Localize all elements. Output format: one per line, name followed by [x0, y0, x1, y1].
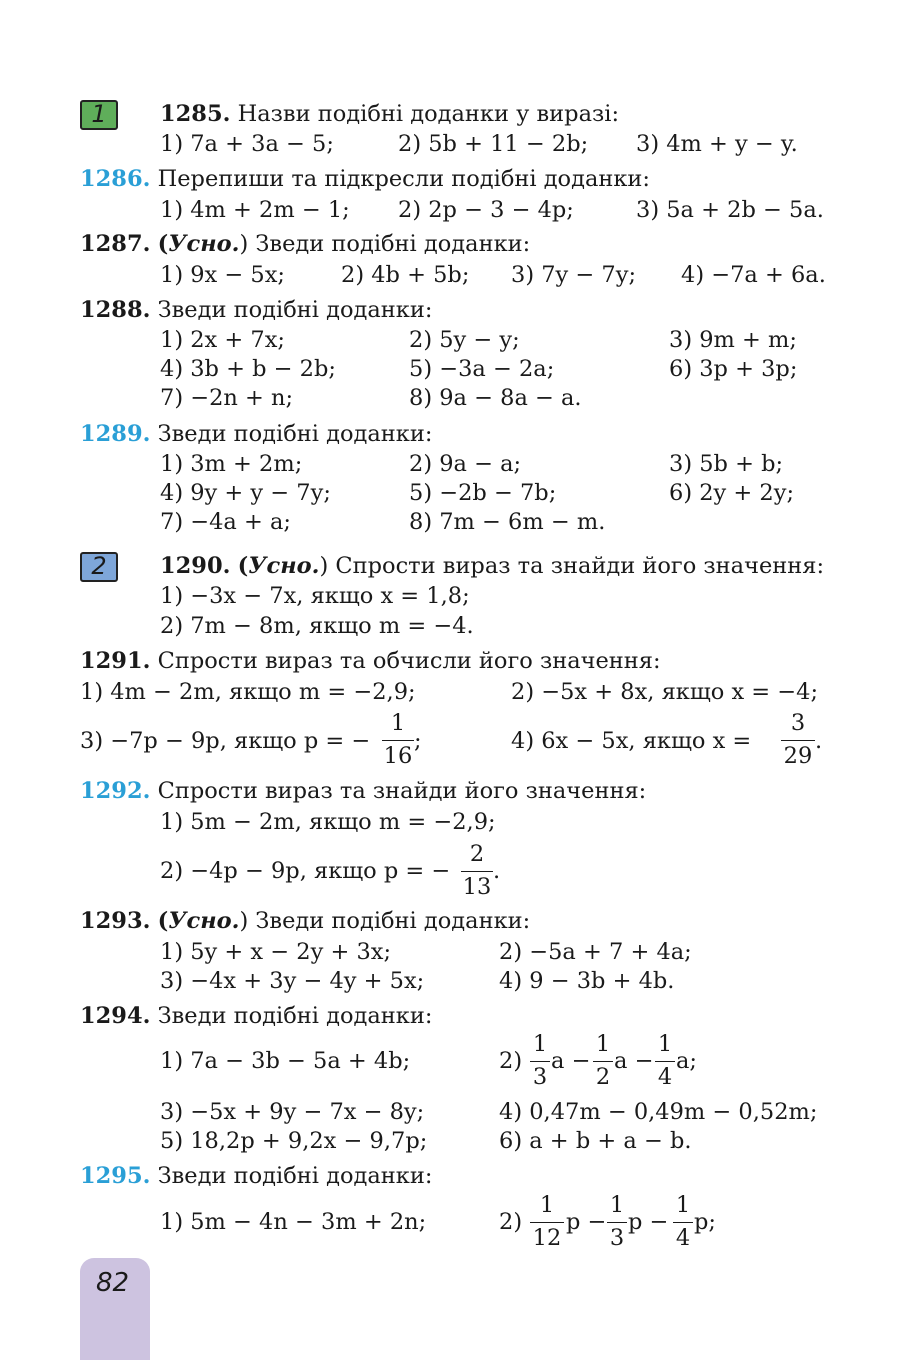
exercise-title: Спрости вираз та знайди його значення: [157, 778, 647, 804]
paren: ( [237, 553, 249, 579]
fraction-bar [781, 740, 815, 741]
item: 1) −3x − 7x, якщо x = 1,8; [160, 583, 470, 609]
punct: . [815, 728, 823, 754]
term-suffix: a − [614, 1048, 654, 1074]
exercise-title: Перепиши та підкресли подібні доданки: [157, 166, 651, 192]
fraction-bar [382, 740, 414, 741]
term-suffix: p − [566, 1209, 607, 1235]
punct: ; [414, 728, 422, 754]
fraction [593, 1033, 613, 1088]
numerator: 1 [532, 1031, 548, 1057]
exercise-1291 [80, 650, 661, 673]
item: 4) 9 − 3b + 4b. [499, 968, 675, 994]
denominator: 29 [783, 742, 813, 769]
exercise-number: 1285. [160, 101, 231, 127]
exercise-number: 1294. [80, 1003, 151, 1029]
item: 2) 2p − 3 − 4p; [398, 197, 574, 223]
item: 1) 3m + 2m; [160, 451, 303, 477]
exercise-title: Зведи подібні доданки: [157, 1003, 433, 1029]
fraction-bar [461, 871, 493, 872]
item: 3) 5a + 2b − 5a. [636, 197, 824, 223]
fraction-bar [607, 1222, 627, 1223]
exercise-1286 [80, 168, 650, 191]
item: 1) 5m − 4n − 3m + 2n; [160, 1209, 427, 1235]
fraction-bar [530, 1061, 550, 1062]
item: 5) −3a − 2a; [409, 356, 555, 382]
item: 4) 6x − 5x, якщо x = [511, 728, 752, 754]
item: 2) 4b + 5b; [341, 262, 470, 288]
fraction [673, 1194, 693, 1249]
exercise-title: ) Зведи подібні доданки: [239, 231, 531, 257]
item: 6) 3p + 3p; [669, 356, 798, 382]
item: 4) 0,47m − 0,49m − 0,52m; [499, 1099, 818, 1125]
exercise-1292 [80, 780, 646, 803]
exercise-1289 [80, 423, 432, 446]
item: 6) a + b + a − b. [499, 1128, 692, 1154]
item: 2) −5x + 8x, якщо x = −4; [511, 679, 819, 705]
punct: . [493, 858, 501, 884]
exercise-1294 [80, 1005, 432, 1028]
exercise-1287 [80, 233, 530, 256]
denominator: 2 [595, 1063, 611, 1090]
item: 1) 7a − 3b − 5a + 4b; [160, 1048, 411, 1074]
item: 3) −4x + 3y − 4y + 5x; [160, 968, 425, 994]
fraction [382, 712, 414, 767]
denominator: 4 [657, 1063, 673, 1090]
term-suffix: p; [694, 1209, 716, 1235]
fraction-bar [673, 1222, 693, 1223]
exercise-title: Зведи подібні доданки: [157, 297, 433, 323]
numerator: 1 [657, 1031, 673, 1057]
exercise-number: 1293. [80, 908, 151, 934]
item: 1) 4m + 2m − 1; [160, 197, 350, 223]
exercise-title: ) Зведи подібні доданки: [239, 908, 531, 934]
item: 2) 9a − a; [409, 451, 522, 477]
item: 2) 7m − 8m, якщо m = −4. [160, 613, 474, 639]
item: 2) −4p − 9p, якщо p = − [160, 858, 451, 884]
item: 3) 7y − 7y; [511, 262, 637, 288]
fraction-bar [655, 1061, 675, 1062]
item: 2) [499, 1048, 523, 1074]
item: 2) 5b + 11 − 2b; [398, 131, 589, 157]
denominator: 3 [609, 1224, 625, 1251]
exercise-number: 1287. [80, 231, 151, 257]
exercise-title: Назви подібні доданки у виразі: [237, 101, 620, 127]
denominator: 3 [532, 1063, 548, 1090]
numerator: 1 [595, 1031, 611, 1057]
item: 1) 5y + x − 2y + 3x; [160, 939, 392, 965]
denominator: 4 [675, 1224, 691, 1251]
denominator: 16 [383, 742, 413, 769]
exercise-title: Спрости вираз та обчисли його значення: [157, 648, 661, 674]
exercise-number: 1289. [80, 421, 151, 447]
item: 2) −5a + 7 + 4a; [499, 939, 692, 965]
item: 3) 9m + m; [669, 327, 797, 353]
item: 2) 5y − y; [409, 327, 520, 353]
item: 1) 9x − 5x; [160, 262, 285, 288]
denominator: 13 [462, 873, 492, 900]
exercise-number: 1291. [80, 648, 151, 674]
exercise-number: 1288. [80, 297, 151, 323]
numerator: 2 [469, 841, 485, 867]
item: 6) 2y + 2y; [669, 480, 795, 506]
exercise-1288 [80, 299, 432, 322]
paren: ( [157, 908, 169, 934]
term-suffix: a − [551, 1048, 591, 1074]
item: 3) −7p − 9p, якщо p = − [80, 728, 371, 754]
page-number: 82 [96, 1268, 130, 1298]
oral-label: Усно. [168, 908, 240, 934]
oral-label: Усно. [248, 553, 320, 579]
term-suffix: p − [628, 1209, 669, 1235]
item: 1) 5m − 2m, якщо m = −2,9; [160, 809, 496, 835]
numerator: 1 [609, 1192, 625, 1218]
exercise-title: Зведи подібні доданки: [157, 1163, 433, 1189]
exercise-number: 1286. [80, 166, 151, 192]
fraction [461, 843, 493, 898]
fraction [530, 1194, 564, 1249]
numerator: 1 [390, 710, 406, 736]
item: 4) 9y + y − 7y; [160, 480, 331, 506]
item: 7) −2n + n; [160, 385, 294, 411]
paren: ( [157, 231, 169, 257]
level-2-badge: 2 [80, 552, 118, 582]
exercise-title: Зведи подібні доданки: [157, 421, 433, 447]
fraction [607, 1194, 627, 1249]
item: 1) 7a + 3a − 5; [160, 131, 334, 157]
exercise-1295 [80, 1165, 432, 1188]
item: 1) 4m − 2m, якщо m = −2,9; [80, 679, 416, 705]
exercise-1290 [160, 555, 824, 578]
denominator: 12 [532, 1224, 562, 1251]
exercise-number: 1292. [80, 778, 151, 804]
item: 4) −7a + 6a. [681, 262, 826, 288]
numerator: 1 [675, 1192, 691, 1218]
item: 8) 7m − 6m − m. [409, 509, 606, 535]
fraction-bar [530, 1222, 564, 1223]
numerator: 1 [539, 1192, 555, 1218]
fraction [530, 1033, 550, 1088]
exercise-1285 [160, 103, 619, 126]
numerator: 3 [790, 710, 806, 736]
item: 7) −4a + a; [160, 509, 291, 535]
item: 3) 4m + y − y. [636, 131, 798, 157]
fraction-bar [593, 1061, 613, 1062]
item: 3) −5x + 9y − 7x − 8y; [160, 1099, 425, 1125]
item: 2) [499, 1209, 523, 1235]
item: 5) −2b − 7b; [409, 480, 557, 506]
exercise-number: 1290. [160, 553, 231, 579]
item: 1) 2x + 7x; [160, 327, 285, 353]
exercise-1293 [80, 910, 530, 933]
fraction [781, 712, 815, 767]
exercise-number: 1295. [80, 1163, 151, 1189]
item: 8) 9a − 8a − a. [409, 385, 582, 411]
term-suffix: a; [676, 1048, 697, 1074]
item: 5) 18,2p + 9,2x − 9,7p; [160, 1128, 428, 1154]
item: 4) 3b + b − 2b; [160, 356, 336, 382]
exercise-title: ) Спрости вираз та знайди його значення: [319, 553, 825, 579]
item: 3) 5b + b; [669, 451, 784, 477]
level-1-badge: 1 [80, 100, 118, 130]
oral-label: Усно. [168, 231, 240, 257]
fraction [655, 1033, 675, 1088]
